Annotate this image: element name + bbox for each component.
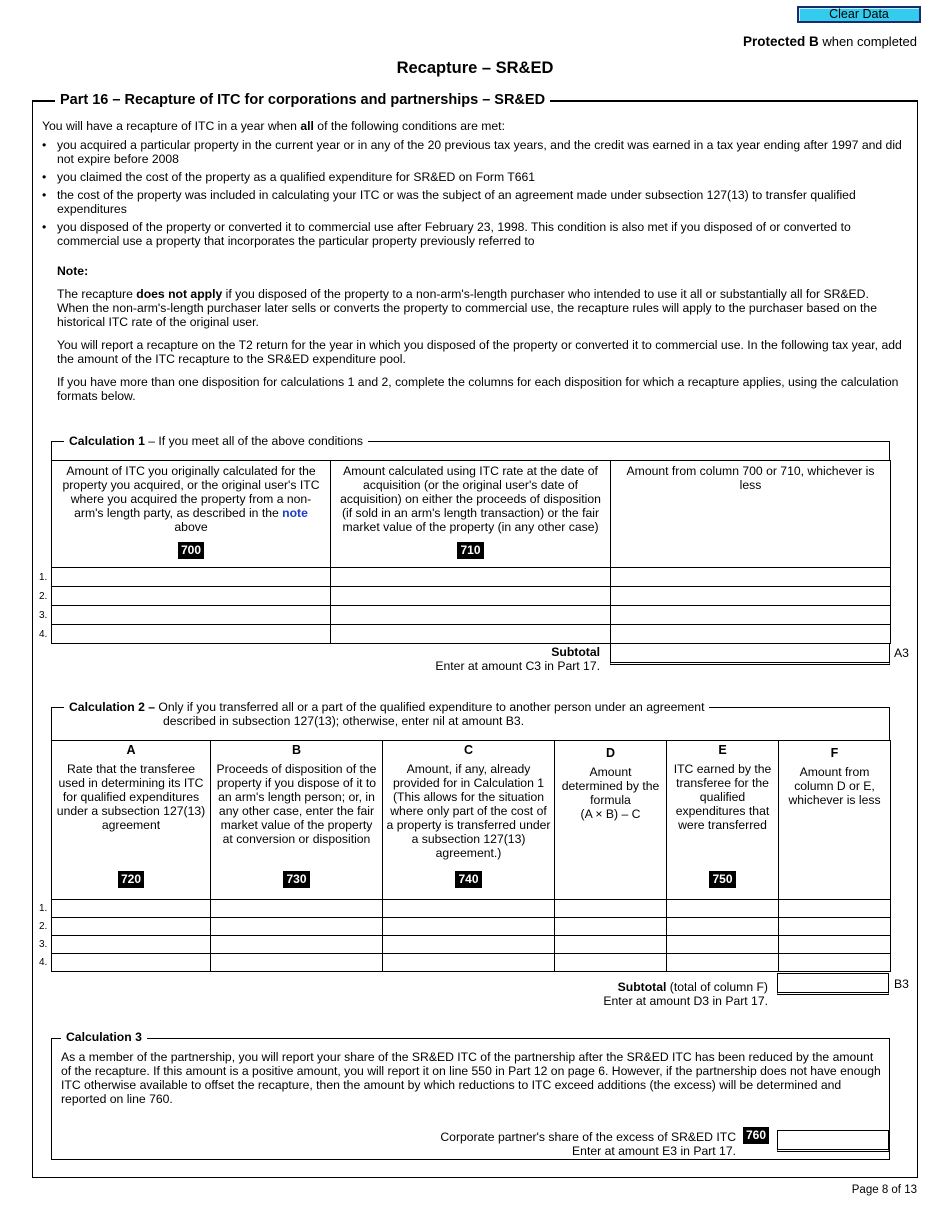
- calc1-heading: Calculation 1 – If you meet all of the above conditions: [64, 434, 368, 448]
- amount-lesser-input[interactable]: [611, 568, 891, 587]
- itc-750-input[interactable]: [667, 918, 779, 936]
- calc2-subtotal-label: Subtotal (total of column F): [617, 980, 768, 994]
- amount-f-input[interactable]: [779, 936, 891, 954]
- table-row: [52, 936, 891, 954]
- amount-d-input[interactable]: [555, 936, 667, 954]
- amount-f-input[interactable]: [779, 918, 891, 936]
- row-number: 2.: [39, 921, 48, 932]
- amount-740-input[interactable]: [383, 936, 555, 954]
- subtotal-a3-input[interactable]: [610, 643, 890, 665]
- condition-item: • you acquired a particular property in the current year or in any of the 20 previous tax years, and the credit was earned in a tax year ending after 1997 and did not expire before 2008: [42, 138, 902, 166]
- calc1-table: [51, 460, 891, 644]
- calc3-heading: Calculation 3: [61, 1030, 147, 1044]
- amount-f-input[interactable]: [779, 954, 891, 972]
- proceeds-730-input[interactable]: [211, 900, 383, 918]
- row-number: 4.: [39, 629, 48, 640]
- clear-data-button[interactable]: Clear Data: [797, 6, 921, 23]
- share-760-input[interactable]: [777, 1130, 889, 1152]
- note-heading: Note:: [57, 264, 89, 278]
- calc2-col-d: D Amount determined by the formula (A × B) – C: [555, 741, 667, 900]
- amount-700-input[interactable]: [52, 606, 331, 625]
- table-row: [52, 900, 891, 918]
- amount-lesser-input[interactable]: [611, 587, 891, 606]
- line-750-code: 750: [709, 871, 735, 888]
- row-number: 3.: [39, 939, 48, 950]
- amount-710-input[interactable]: [331, 568, 611, 587]
- proceeds-730-input[interactable]: [211, 918, 383, 936]
- condition-item: • the cost of the property was included in calculating your ITC or was the subject of an agreement made under subsection 127(13) to transfer qualified expenditures: [42, 188, 856, 216]
- line-710-code: 710: [457, 542, 483, 559]
- calc1-col-700: Amount of ITC you originally calculated for the property you acquired, or the original user's ITC where you acquired the property from a non-arm's length party, as described in the note above 700: [52, 461, 331, 568]
- part-16-heading: Part 16 – Recapture of ITC for corporations and partnerships – SR&ED: [55, 92, 550, 108]
- calc2-col-a: A Rate that the transferee used in determining its ITC for qualified expenditures under a subsection 127(13) agreement 720: [52, 741, 211, 900]
- amount-lesser-input[interactable]: [611, 625, 891, 644]
- calc3-share-instruction: Enter at amount E3 in Part 17.: [572, 1144, 736, 1158]
- amount-700-input[interactable]: [52, 587, 331, 606]
- row-number: 1.: [39, 903, 48, 914]
- amount-f-input[interactable]: [779, 900, 891, 918]
- line-b3-id: B3: [894, 977, 909, 991]
- calc1-col-lesser: Amount from column 700 or 710, whichever is less: [611, 461, 891, 568]
- amount-710-input[interactable]: [331, 625, 611, 644]
- amount-710-input[interactable]: [331, 606, 611, 625]
- condition-item: • you disposed of the property or converted it to commercial use after February 23, 1998. This condition is also met if you disposed of or converted to commercial use a property that incorporates the particular property previously referred to: [42, 220, 851, 248]
- rate-720-input[interactable]: [52, 900, 211, 918]
- amount-740-input[interactable]: [383, 918, 555, 936]
- page-number: Page 8 of 13: [851, 1184, 917, 1196]
- table-row: [52, 918, 891, 936]
- calc2-table: [51, 740, 891, 972]
- rate-720-input[interactable]: [52, 918, 211, 936]
- amount-740-input[interactable]: [383, 900, 555, 918]
- amount-700-input[interactable]: [52, 568, 331, 587]
- line-a3-id: A3: [894, 646, 909, 660]
- proceeds-730-input[interactable]: [211, 936, 383, 954]
- row-number: 2.: [39, 591, 48, 602]
- calc3-text: As a member of the partnership, you will report your share of the SR&ED ITC of the partnership after the SR&ED ITC has been reduced by the amount of the recapture. If this amount is a positive amount, you will report it on line 550 in Part 12 on page 6. However, if the partnership does not have enough ITC otherwise available to offset the recapture, then the amount by which reductions to ITC exceed additions (the excess) will be determined and reported on line 760.: [61, 1050, 881, 1106]
- amount-d-input[interactable]: [555, 954, 667, 972]
- page-title: Recapture – SR&ED: [396, 59, 554, 77]
- calc2-heading: Calculation 2 – Only if you transferred all or a part of the qualified expenditure to another person under an agreement: [64, 700, 709, 714]
- conditions-list: [42, 138, 904, 252]
- calc2-col-c: C Amount, if any, already provided for in Calculation 1 (This allows for the situation where only part of the cost of a property is transferred under a subsection 127(13) agreement.) 740: [383, 741, 555, 900]
- calc1-col-710: Amount calculated using ITC rate at the date of acquisition (or the original user's date of acquisition) on either the proceeds of disposition (if sold in an arm's length transaction) or the fair market value of the property (in any other case) 710: [331, 461, 611, 568]
- protected-suffix: when completed: [818, 34, 917, 49]
- condition-item: • you claimed the cost of the property as a qualified expenditure for SR&ED on Form T661: [42, 170, 536, 184]
- table-row: [52, 568, 891, 587]
- protected-label: Protected B: [742, 34, 819, 49]
- table-row: [52, 954, 891, 972]
- calc2-col-b: B Proceeds of disposition of the property if you dispose of it to an arm's length person; or, in any other case, enter the fair market value of the property at conversion or disposition 730: [211, 741, 383, 900]
- itc-750-input[interactable]: [667, 954, 779, 972]
- amount-710-input[interactable]: [331, 587, 611, 606]
- row-number: 1.: [39, 572, 48, 583]
- table-row: [52, 606, 891, 625]
- note-link[interactable]: note: [282, 506, 308, 520]
- calc2-col-f: F Amount from column D or E, whichever is less: [779, 741, 891, 900]
- calc1-subtotal-instruction: Enter at amount C3 in Part 17.: [435, 659, 600, 673]
- rate-720-input[interactable]: [52, 954, 211, 972]
- calc1-subtotal-label: Subtotal: [551, 645, 600, 659]
- amount-lesser-input[interactable]: [611, 606, 891, 625]
- subtotal-b3-input[interactable]: [777, 973, 889, 995]
- calc2-heading-line2: described in subsection 127(13); otherwise, enter nil at amount B3.: [163, 714, 525, 728]
- amount-d-input[interactable]: [555, 918, 667, 936]
- line-760-code: 760: [743, 1127, 769, 1144]
- line-740-code: 740: [455, 871, 481, 888]
- amount-d-input[interactable]: [555, 900, 667, 918]
- line-700-code: 700: [178, 542, 204, 559]
- calc2-col-e: E ITC earned by the transferee for the qualified expenditures that were transferred 750: [667, 741, 779, 900]
- intro-text: You will have a recapture of ITC in a year when all of the following conditions are met:: [42, 119, 505, 133]
- proceeds-730-input[interactable]: [211, 954, 383, 972]
- itc-750-input[interactable]: [667, 936, 779, 954]
- note-text: The recapture does not apply if you disposed of the property to a non-arm's-length purchaser who intended to use it all or substantially all for SR&ED. When the non-arm's-length purchaser later sells or converts the property to commercial use, the recapture rules will apply to the purchaser based on the historical ITC rate of the original user.: [57, 287, 877, 329]
- row-number: 3.: [39, 610, 48, 621]
- amount-700-input[interactable]: [52, 625, 331, 644]
- calc2-subtotal-instruction: Enter at amount D3 in Part 17.: [603, 994, 768, 1008]
- multiple-dispositions-text: If you have more than one disposition for calculations 1 and 2, complete the columns for each disposition for which a recapture applies, using the calculation formats below.: [57, 375, 899, 403]
- protected-status: [743, 34, 917, 49]
- table-row: [52, 587, 891, 606]
- line-730-code: 730: [283, 871, 309, 888]
- line-720-code: 720: [118, 871, 144, 888]
- itc-750-input[interactable]: [667, 900, 779, 918]
- calc3-share-label: Corporate partner's share of the excess of SR&ED ITC: [440, 1130, 736, 1144]
- amount-740-input[interactable]: [383, 954, 555, 972]
- rate-720-input[interactable]: [52, 936, 211, 954]
- reporting-text: You will report a recapture on the T2 return for the year in which you disposed of the property or converted it to commercial use. In the following tax year, add the amount of the ITC recapture to the SR&ED expenditure pool.: [57, 338, 902, 366]
- row-number: 4.: [39, 957, 48, 968]
- table-row: [52, 625, 891, 644]
